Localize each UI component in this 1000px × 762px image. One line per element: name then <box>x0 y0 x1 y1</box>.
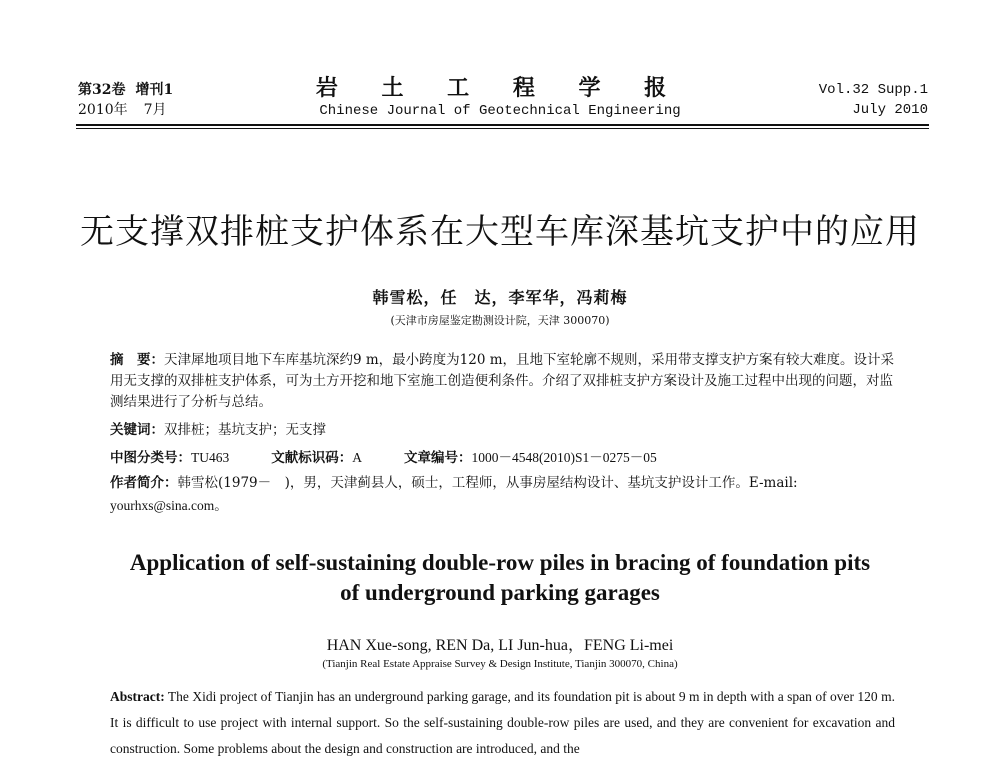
header-right <box>819 80 928 120</box>
paper-title-cn: 无支撑双排桩支护体系在大型车库深基坑支护中的应用 <box>80 212 920 252</box>
abstract-en <box>110 684 895 762</box>
abstract-en-text: The Xidi project of Tianjin has an underground parking garage, and its foundation pit is about 9 m in depth with a span of over 120 m. It is difficult to use project with internal support. So the self-sustaining double-row piles are used, and they are convenient for excavation and construction. Some problems about the design and construction are introduced, and the <box>110 689 895 756</box>
author-email: yourhxs@sina.com。 <box>110 498 228 513</box>
volume-cn: 第32卷 <box>78 82 126 98</box>
header-rule-thin <box>76 128 929 129</box>
header-rule-thick <box>76 124 929 126</box>
abstract-cn-text: 天津犀地项目地下车库基坑深约9 m，最小跨度为120 m，且地下室轮廓不规则，采用带支撑支护方案有较大难度。设计采用无支撑的双排桩支护体系，可为土方开挖和地下室施工创造便利条件。介绍了双排桩支护方案设计及施工过程中出现的问题，对监测结果进行了分析与总结。 <box>110 352 895 410</box>
bio-text: 韩雪松(1979－ )，男，天津蓟县人，硕士，工程师，从事房屋结构设计、基坑支护设计工作。E-mail: <box>177 475 798 491</box>
abstract-cn <box>110 350 895 413</box>
authors-cn: 韩雪松，任 达，李军华，冯莉梅 <box>372 288 628 307</box>
title-en-line1: Application of self-sustaining double-row piles in bracing of foundation pits <box>129 550 871 575</box>
bio-label: 作者简介： <box>110 475 178 491</box>
keywords-cn <box>110 420 326 441</box>
month-cn: 7月 <box>143 102 167 118</box>
clc-label: 中图分类号： <box>110 450 191 466</box>
journal-title-en: Chinese Journal of Geotechnical Engineering <box>319 103 681 119</box>
keywords-cn-label: 关键词： <box>110 422 164 438</box>
abstract-cn-label: 摘 要： <box>110 352 164 368</box>
affiliation-cn: (天津市房屋鉴定勘测设计院，天津 300070) <box>390 314 610 327</box>
article-no-label: 文章编号： <box>404 450 472 466</box>
doc-code-value: A <box>352 450 362 465</box>
author-bio-line1 <box>110 473 798 494</box>
doc-code-label: 文献标识码： <box>271 450 353 466</box>
paper-title-en <box>0 548 1000 608</box>
supplement-cn: 增刊1 <box>135 82 174 98</box>
clc-value: TU463 <box>191 450 230 465</box>
keywords-cn-text: 双排桩；基坑支护；无支撑 <box>164 422 326 438</box>
affiliation-en: (Tianjin Real Estate Appraise Survey & Design Institute, Tianjin 300070, China) <box>322 658 678 670</box>
abstract-en-label: Abstract: <box>110 689 165 704</box>
journal-title-cn: 岩 土 工 程 学 报 <box>315 75 685 101</box>
title-en-line2: of underground parking garages <box>340 580 660 605</box>
year-cn: 2010年 <box>78 102 128 118</box>
classification-line <box>110 447 657 469</box>
article-no-value: 1000－4548(2010)S1－0275－05 <box>471 450 657 465</box>
authors-en: HAN Xue-song, REN Da, LI Jun-hua，FENG Li-mei <box>326 637 674 654</box>
date-en: July 2010 <box>852 102 928 118</box>
volume-en: Vol.32 Supp.1 <box>818 82 928 98</box>
